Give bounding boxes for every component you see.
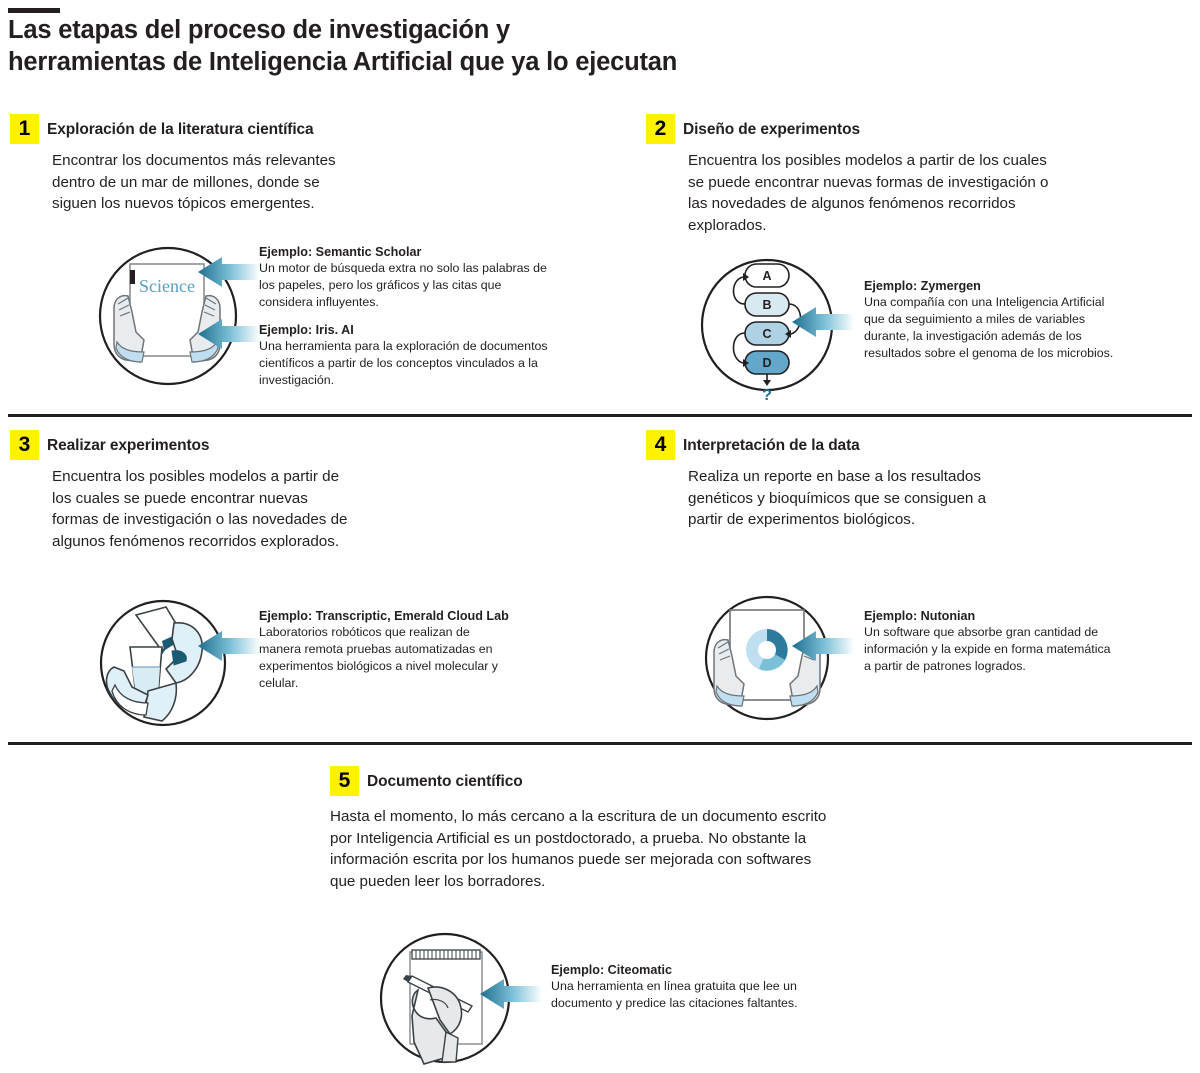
step-5-desc-line-4: que pueden leer los borradores. (330, 873, 546, 891)
step-5-description (330, 806, 1030, 893)
step-3-example-1-title: Ejemplo: Transcriptic, Emerald Cloud Lab (259, 609, 509, 623)
step-2-example-1 (864, 278, 1194, 361)
ex-line: científicos a partir de los conceptos vinculados a la (259, 356, 538, 371)
step-1-desc-line-1: Encontrar los documentos más relevantes (52, 152, 336, 169)
step-5-example-1-body (551, 978, 891, 1011)
node-b-label: B (762, 298, 772, 312)
step-1-example-1-body (259, 260, 589, 310)
page-title-line-1: Las etapas del proceso de investigación y (8, 16, 510, 44)
step-1-example-1 (259, 244, 589, 311)
step-4-arrow (790, 630, 854, 667)
ex-line: Una herramienta para la exploración de documentos (259, 339, 548, 354)
ex-line: información y la expide en forma matemática (864, 642, 1111, 657)
step-1-header (10, 114, 430, 144)
step-3-title: Realizar experimentos (47, 437, 210, 454)
step-4-desc-line-2: genéticos y bioquímicos que se consiguen a (688, 489, 987, 507)
node-question-label: ? (762, 387, 772, 400)
ex-line: que da seguimiento a miles de variables (864, 312, 1086, 327)
step-2 (646, 114, 1186, 237)
ex-line: durante, la investigación además de los (864, 328, 1082, 343)
step-3-example-1-body (259, 624, 599, 691)
step-2-example-1-body (864, 294, 1194, 361)
step-1-example-2-body (259, 338, 589, 388)
step-3-header (10, 430, 490, 460)
step-2-badge: 2 (646, 114, 675, 144)
step-2-description (688, 150, 1186, 237)
step-3-badge: 3 (10, 430, 39, 460)
step-4-example-1-body (864, 624, 1199, 674)
step-1-title: Exploración de la literatura científica (47, 121, 314, 138)
node-c-label: C (762, 327, 772, 341)
step-1-example-1-title: Ejemplo: Semantic Scholar (259, 245, 422, 259)
step-3-description (52, 466, 490, 553)
step-2-title: Diseño de experimentos (683, 121, 860, 138)
ex-line: considera influyentes. (259, 294, 379, 309)
ex-line: investigación. (259, 372, 335, 387)
step-4-header (646, 430, 1166, 460)
step-1-desc-line-2: dentro de un mar de millones, donde se (52, 173, 320, 191)
ex-line: resultados sobre el genoma de los microbios. (864, 345, 1114, 360)
step-4-example-1-title: Ejemplo: Nutonian (864, 609, 976, 623)
step-2-example-1-title: Ejemplo: Zymergen (864, 279, 981, 293)
section-divider-2 (8, 742, 1192, 745)
node-a-label: A (762, 269, 772, 283)
step-3-illustration (88, 595, 238, 740)
step-5-arrow (478, 978, 542, 1015)
magazine-title: Science (139, 276, 195, 296)
step-1 (10, 114, 430, 215)
node-d-label: D (762, 356, 772, 370)
step-5-title: Documento científico (367, 773, 523, 790)
step-5-badge: 5 (330, 766, 359, 796)
step-2-desc-line-1: Encuentra los posibles modelos a partir de los cuales (688, 152, 1047, 169)
step-1-badge: 1 (10, 114, 39, 144)
step-4 (646, 430, 1166, 531)
step-3-desc-line-4: algunos fenómenos recorridos explorados. (52, 533, 340, 551)
step-3-example-1 (259, 608, 599, 691)
step-4-example-1 (864, 608, 1199, 675)
step-1-example-2-title: Ejemplo: Iris. AI (259, 323, 354, 337)
ex-line: Una herramienta en línea gratuita que lee un (551, 979, 797, 994)
step-3 (10, 430, 490, 553)
step-1-desc-line-3: siguen los nuevos tópicos emergentes. (52, 195, 315, 213)
ex-line: a partir de patrones logrados. (864, 658, 1026, 673)
step-4-description (688, 466, 1166, 531)
ex-line: experimentos biológicos a nivel molecular y (259, 658, 498, 673)
ex-line: los papeles, pero los gráficos y las citas que (259, 278, 502, 293)
ex-line: Un motor de búsqueda extra no solo las palabras de (259, 261, 547, 276)
step-1-example-2 (259, 322, 589, 389)
step-5-desc-line-2: por Inteligencia Artificial es un postdoctorado, a prueba. No obstante la (330, 829, 807, 847)
step-2-desc-line-3: las novedades de algunos fenómenos recorridos (688, 195, 1016, 213)
top-rule (8, 8, 60, 13)
step-2-arrow (790, 306, 854, 343)
ex-line: Laboratorios robóticos que realizan de (259, 625, 470, 640)
step-5-example-1-title: Ejemplo: Citeomatic (551, 963, 673, 977)
step-5-header (330, 766, 1030, 796)
page-title (8, 14, 1008, 78)
step-4-desc-line-1: Realiza un reporte en base a los resultados (688, 468, 981, 485)
ex-line: celular. (259, 675, 299, 690)
step-4-badge: 4 (646, 430, 675, 460)
section-divider-1 (8, 414, 1192, 417)
step-4-desc-line-3: partir de experimentos biológicos. (688, 511, 916, 529)
step-5-desc-line-1: Hasta el momento, lo más cercano a la escritura de un documento escrito (330, 808, 827, 825)
ex-line: Un software que absorbe gran cantidad de (864, 625, 1099, 640)
step-5-example-1 (551, 962, 891, 1012)
step-5-desc-line-3: información escrita por los humanos puede ser mejorada con softwares (330, 851, 812, 869)
step-3-desc-line-1: Encuentra los posibles modelos a partir de (52, 468, 340, 485)
step-5 (330, 766, 1030, 893)
step-2-desc-line-4: explorados. (688, 217, 767, 235)
step-2-header (646, 114, 1186, 144)
ex-line: documento y predice las citaciones faltantes. (551, 996, 798, 1011)
step-3-desc-line-3: formas de investigación o las novedades de (52, 511, 348, 529)
step-2-desc-line-2: se puede encontrar nuevas formas de investigación o (688, 173, 1049, 191)
step-1-arrow-1 (196, 256, 260, 293)
ex-line: manera remota pruebas automatizadas en (259, 642, 493, 657)
step-3-arrow (196, 630, 260, 667)
page-title-line-2: herramientas de Inteligencia Artificial que ya lo ejecutan (8, 48, 678, 77)
step-4-title: Interpretación de la data (683, 437, 860, 454)
ex-line: Una compañía con una Inteligencia Artificial (864, 295, 1105, 310)
step-3-desc-line-2: los cuales se puede encontrar nuevas (52, 489, 308, 507)
step-1-arrow-2 (196, 318, 260, 355)
step-1-description (52, 150, 430, 215)
